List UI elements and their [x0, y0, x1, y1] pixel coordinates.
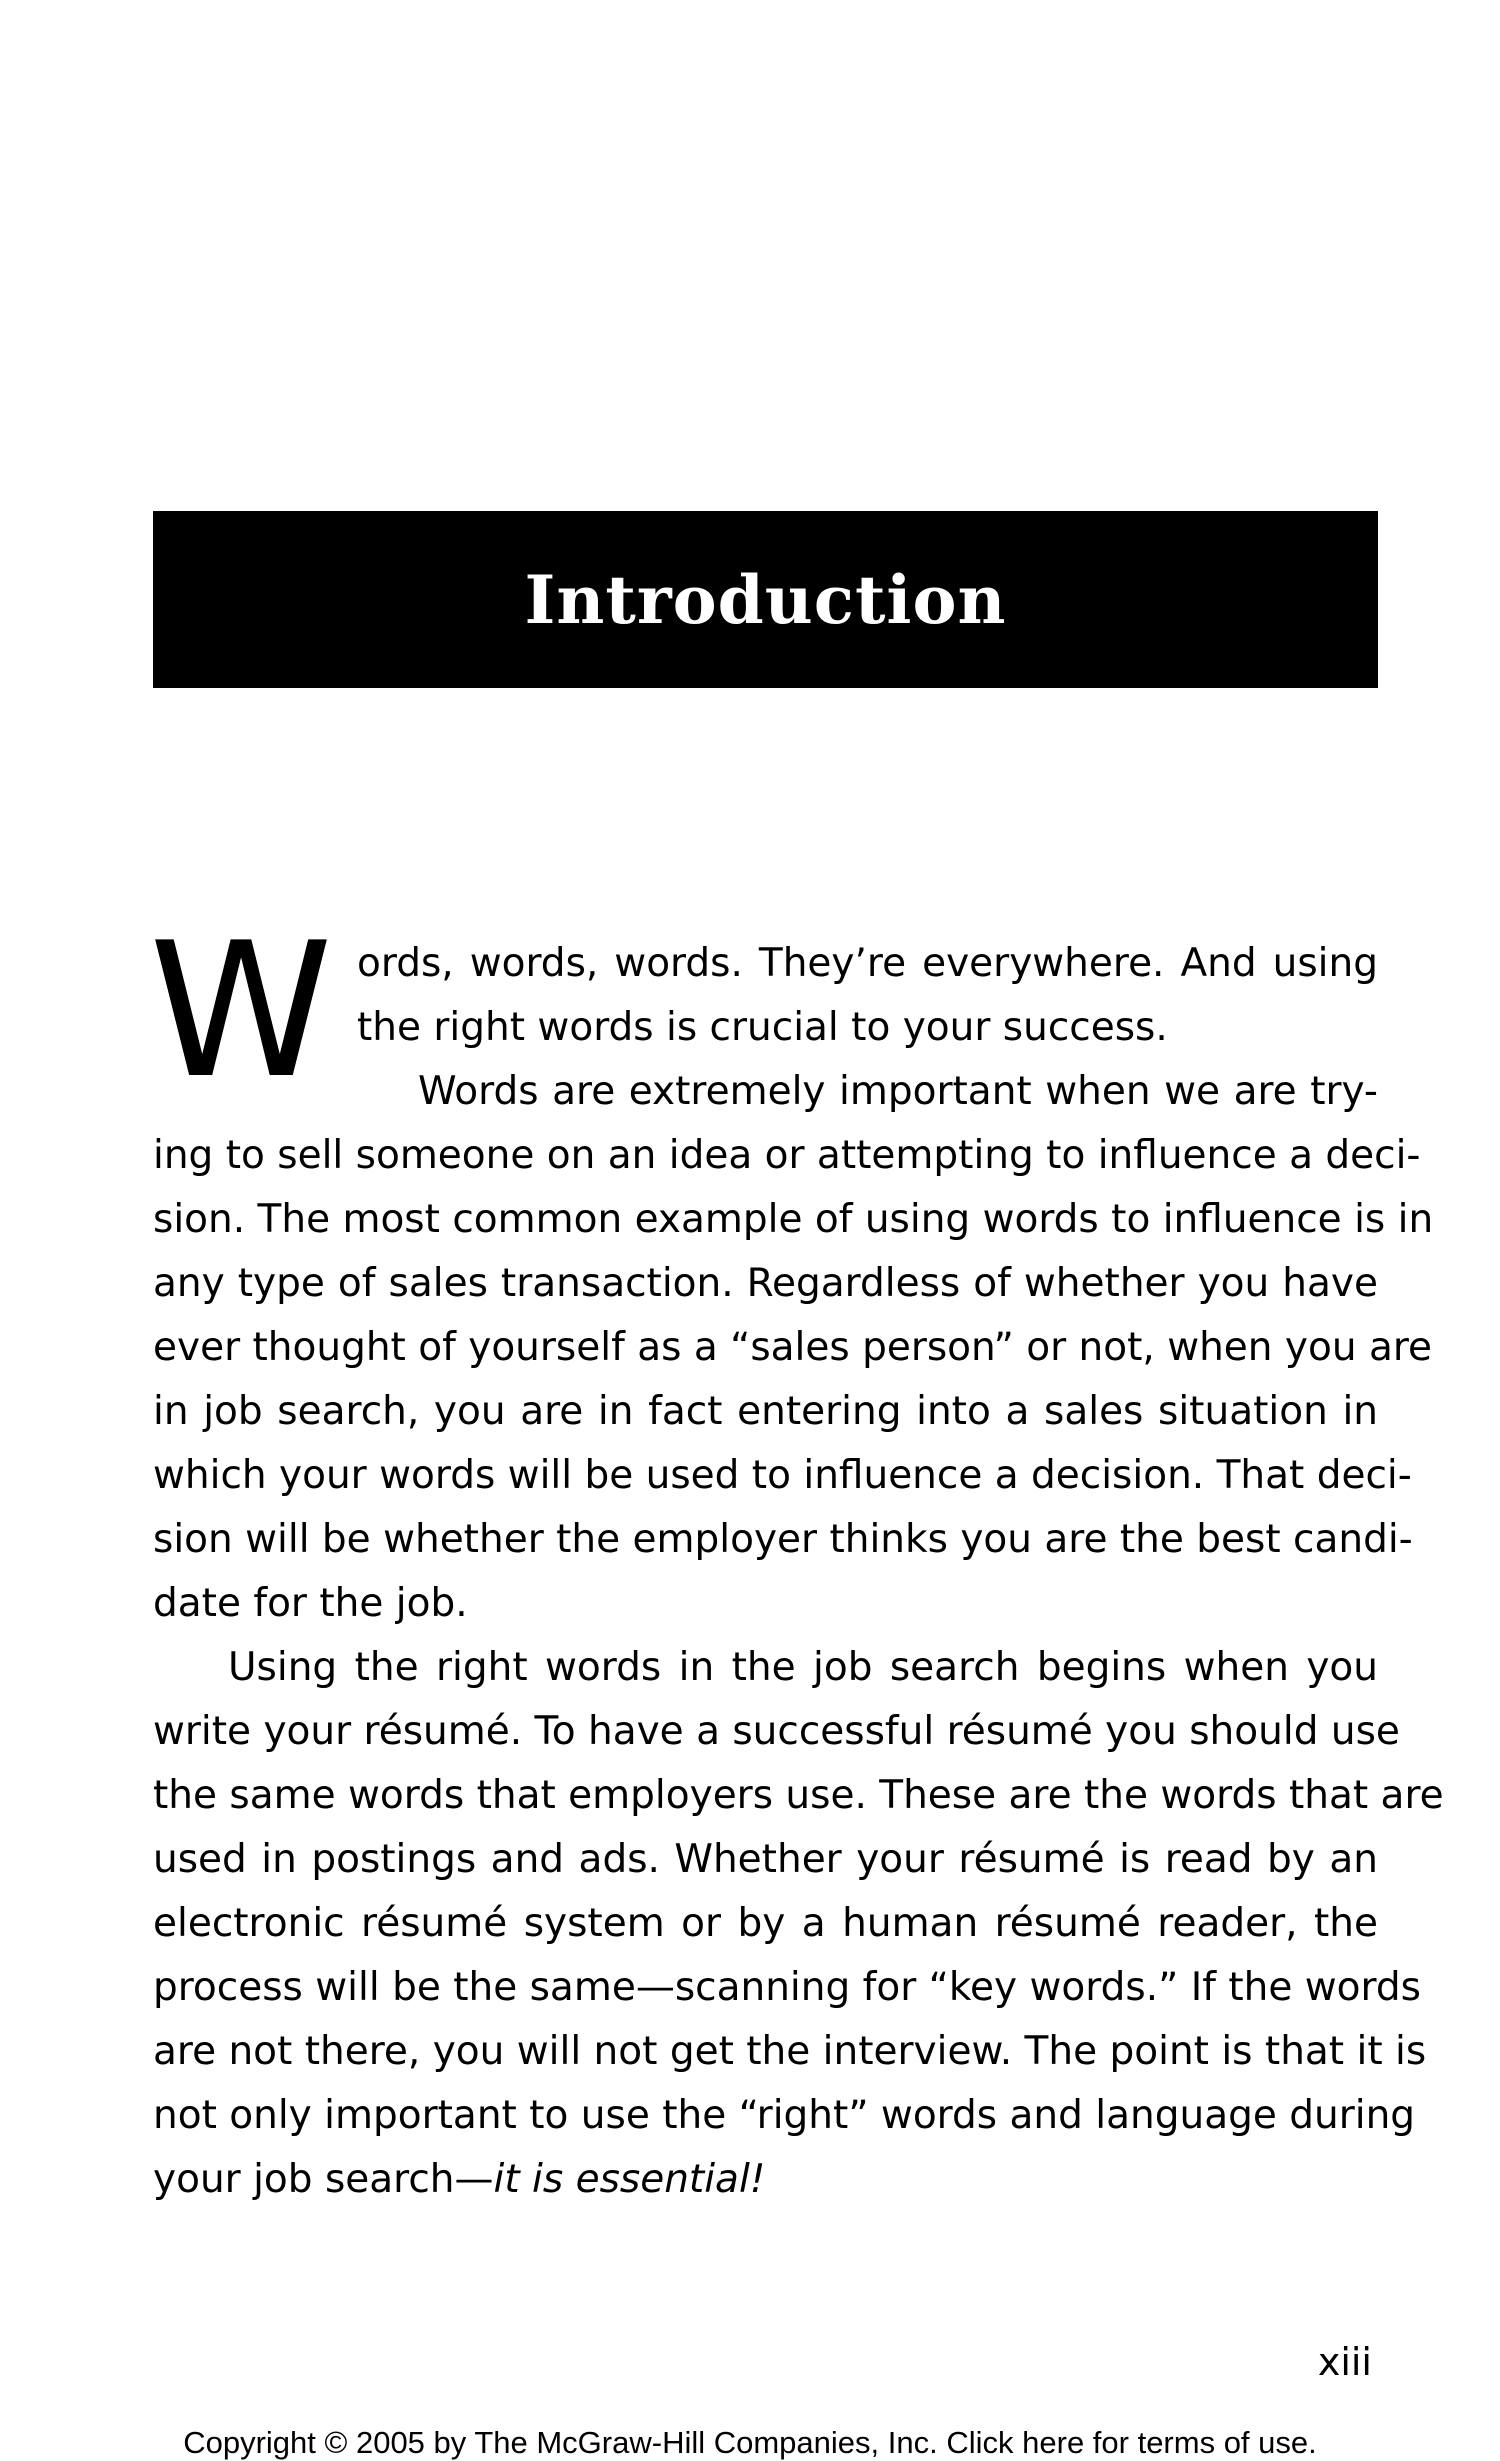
- chapter-title-banner: [153, 511, 1378, 688]
- copyright-footer: [0, 2425, 1500, 2461]
- body-line: ords, words, words. They’re everywhere. And using: [357, 941, 1378, 986]
- body-line: sion. The most common example of using words to influence is in: [153, 1197, 1434, 1242]
- body-line: in job search, you are in fact entering into a sales situation in: [153, 1389, 1378, 1434]
- body-line: the same words that employers use. These are the words that are: [153, 1773, 1444, 1818]
- page-number: xiii: [1317, 2340, 1372, 2384]
- body-line: not only important to use the “right” words and language during: [153, 2093, 1416, 2138]
- body-line: write your résumé. To have a successful résumé you should use: [153, 1709, 1400, 1754]
- body-line: Using the right words in the job search begins when you: [228, 1645, 1378, 1690]
- copyright-text: Copyright © 2005 by The McGraw-Hill Companies, Inc.: [183, 2425, 938, 2460]
- body-line: are not there, you will not get the interview. The point is that it is: [153, 2029, 1427, 2074]
- body-line: ing to sell someone on an idea or attempting to influence a deci-: [153, 1133, 1421, 1178]
- body-line: used in postings and ads. Whether your résumé is read by an: [153, 1837, 1378, 1882]
- chapter-title: Introduction: [524, 560, 1007, 639]
- body-line: the right words is crucial to your success.: [357, 1005, 1168, 1050]
- body-line: process will be the same—scanning for “key words.” If the words: [153, 1965, 1421, 2010]
- body-line-text: your job search—: [153, 2157, 494, 2202]
- body-line: which your words will be used to influence a decision. That deci-: [153, 1453, 1412, 1498]
- drop-cap: W: [149, 902, 333, 1119]
- body-line: sion will be whether the employer thinks you are the best candi-: [153, 1517, 1413, 1562]
- body-line: Words are extremely important when we are try-: [418, 1069, 1378, 1114]
- body-line-last: [153, 2156, 1378, 2204]
- body-line: date for the job.: [153, 1581, 468, 1626]
- body-line: ever thought of yourself as a “sales person” or not, when you are: [153, 1325, 1433, 1370]
- emphasis-text: it is essential!: [493, 2157, 766, 2202]
- terms-link[interactable]: Click here for terms of use.: [946, 2425, 1317, 2460]
- body-line: electronic résumé system or by a human résumé reader, the: [153, 1901, 1378, 1946]
- body-line: any type of sales transaction. Regardless of whether you have: [153, 1261, 1378, 1306]
